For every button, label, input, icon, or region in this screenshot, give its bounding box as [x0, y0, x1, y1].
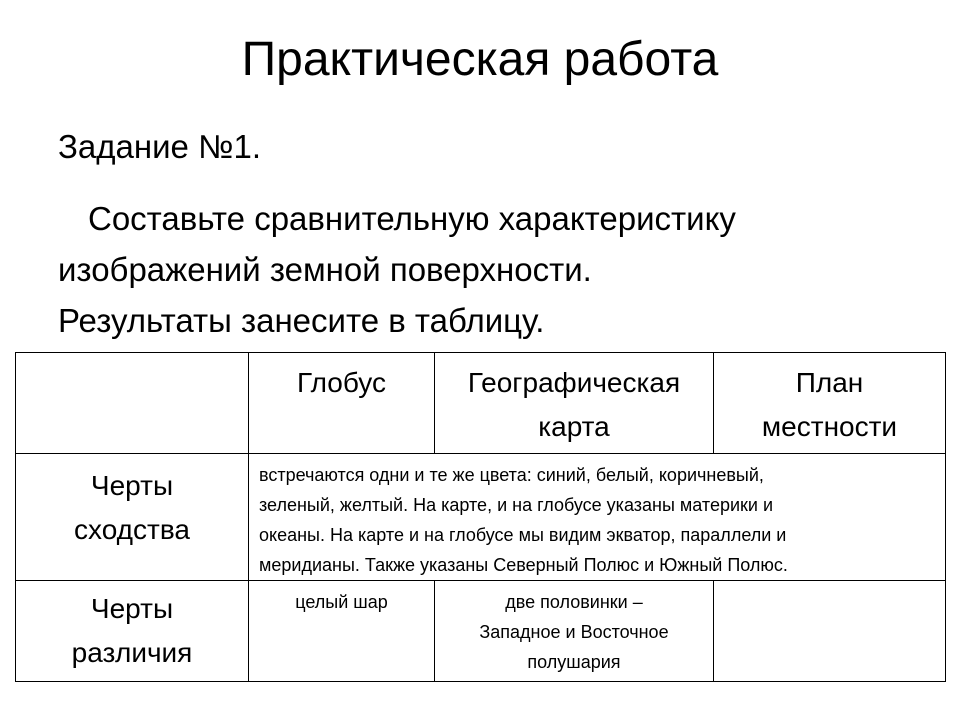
differences-map-line-1: две половинки –	[505, 592, 643, 612]
header-map	[435, 353, 714, 454]
header-map-line-1: Географическая	[467, 367, 681, 398]
task-line-3: Результаты занесите в таблицу.	[58, 302, 545, 339]
row-label-differences-line-1: Черты	[90, 593, 174, 624]
header-empty-cell	[16, 353, 249, 454]
differences-globe-text: целый шар	[295, 592, 388, 612]
header-globe-text: Глобус	[297, 367, 386, 398]
similarities-line-1: встречаются одни и те же цвета: синий, белый, коричневый,	[259, 465, 764, 485]
comparison-table	[15, 352, 946, 682]
differences-map-cell	[435, 581, 714, 682]
similarities-text-cell	[249, 454, 946, 581]
task-line-2: изображений земной поверхности.	[58, 251, 592, 288]
similarities-line-3: океаны. На карте и на глобусе мы видим экватор, параллели и	[259, 525, 787, 545]
row-label-similarities-line-1: Черты	[90, 470, 174, 501]
row-label-similarities-line-2: сходства	[74, 514, 190, 545]
task-number: Задание №1.	[58, 128, 261, 165]
header-map-line-2: карта	[538, 411, 610, 442]
row-label-differences-line-2: различия	[71, 637, 193, 668]
header-globe	[249, 353, 435, 454]
task-line-1-text: Составьте сравнительную характеристику	[88, 200, 736, 237]
row-label-similarities	[16, 454, 249, 581]
table-row-similarities	[16, 454, 946, 581]
differences-plan-cell	[714, 581, 946, 682]
table-row-differences	[16, 581, 946, 682]
differences-map-line-2: Западное и Восточное	[479, 622, 669, 642]
table-header-row	[16, 353, 946, 454]
row-label-differences	[16, 581, 249, 682]
header-plan	[714, 353, 946, 454]
differences-globe-cell	[249, 581, 435, 682]
similarities-line-2: зеленый, желтый. На карте, и на глобусе указаны материки и	[259, 495, 774, 515]
similarities-line-4: меридианы. Также указаны Северный Полюс и Южный Полюс.	[259, 555, 788, 575]
task-description	[58, 193, 938, 346]
header-plan-line-1: План	[795, 367, 864, 398]
header-plan-line-2: местности	[761, 411, 898, 442]
page-title: Практическая работа	[241, 33, 719, 86]
differences-map-line-3: полушария	[527, 652, 621, 672]
task-line-1	[58, 193, 938, 244]
